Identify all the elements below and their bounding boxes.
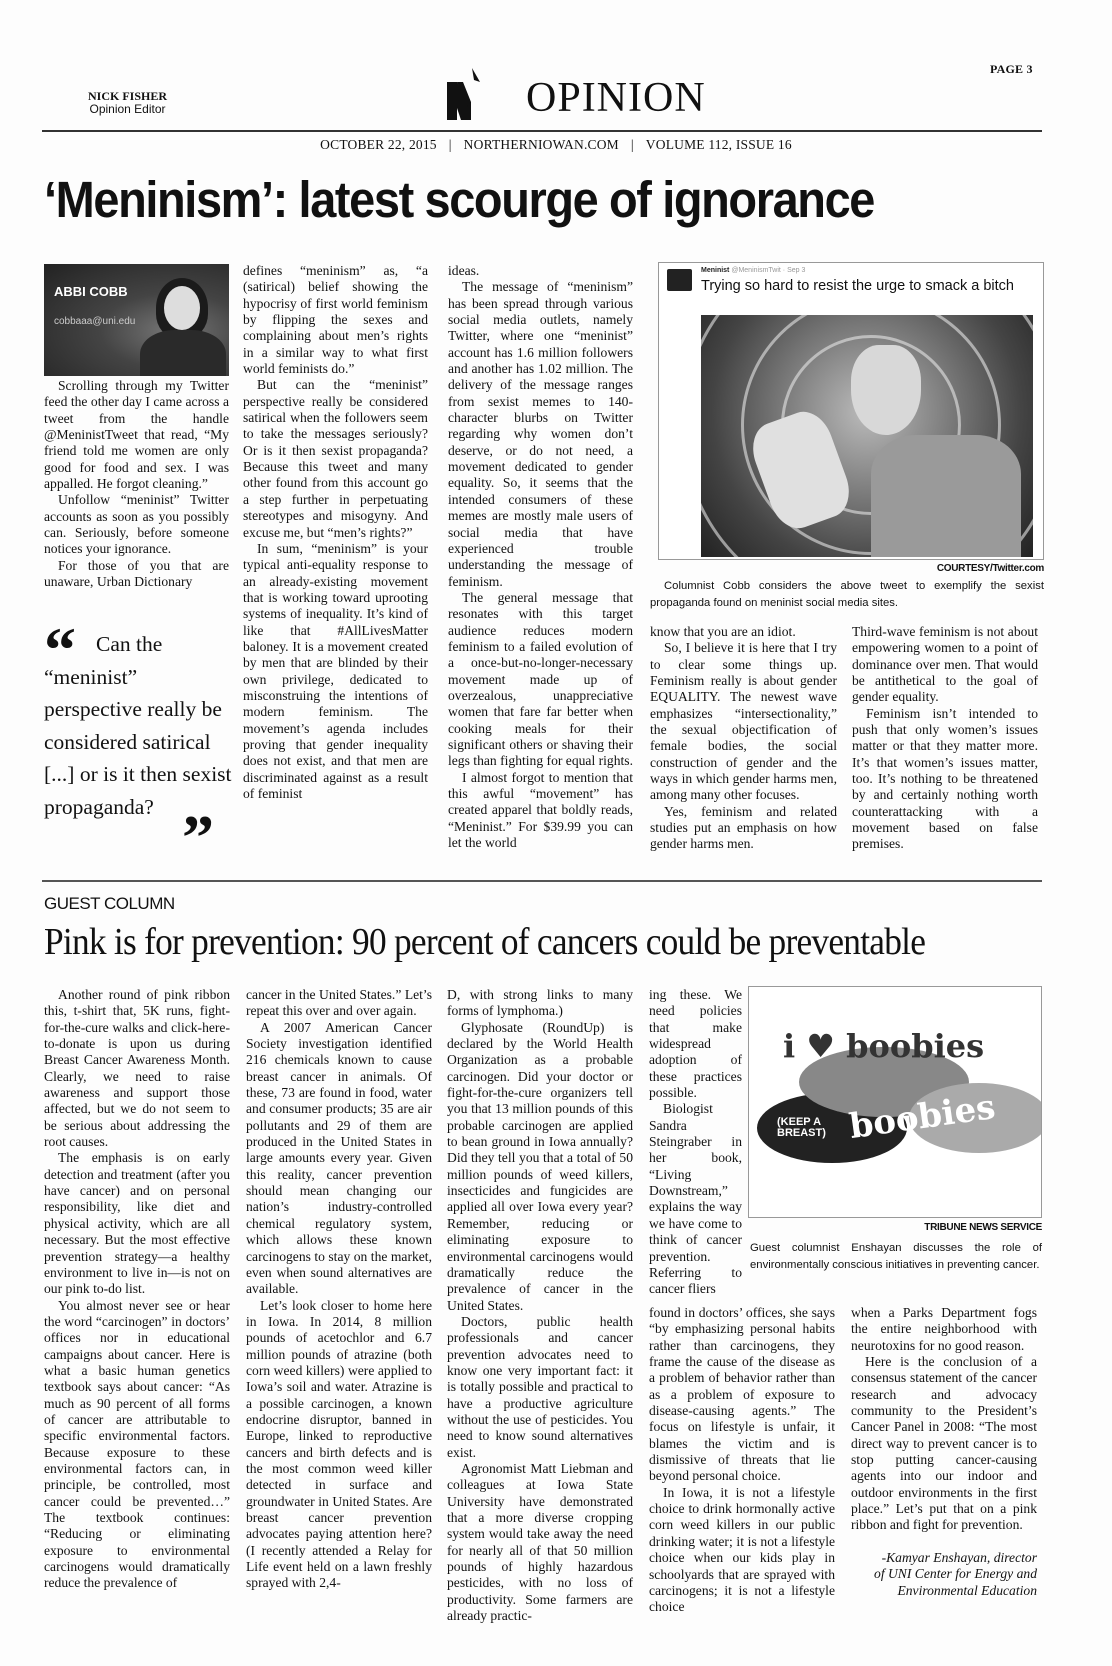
tweet-account-name: Meninist <box>701 267 730 274</box>
photo-credit: COURTESY/Twitter.com <box>936 563 1044 574</box>
paragraph: Third-wave feminism is not about empowering women to a point of dominance over men. That would be antithetical to the goal of gender equality. <box>852 624 1038 705</box>
editor-credit <box>88 90 167 116</box>
article1-column-3 <box>448 263 633 851</box>
byline-line: -Kamyar Enshayan, director <box>881 1549 1037 1565</box>
author-photo <box>44 264 229 376</box>
separator: | <box>630 137 634 152</box>
tweet-avatar <box>667 269 692 291</box>
issue-date: OCTOBER 22, 2015 <box>320 137 437 152</box>
paragraph: defines “meninism” as, “a (satirical) belief showing the hypocrisy of first world feminism by flipping the sexes and complaining about men’s rights in a similar way to what first world feminists do.” <box>243 263 428 377</box>
header-rule <box>42 130 1042 132</box>
article1-column-4 <box>650 624 837 853</box>
close-quote-icon: ” <box>182 802 214 873</box>
author-name: ABBI COBB <box>54 284 128 299</box>
separator: | <box>448 137 452 152</box>
paragraph: You almost never see or hear the word “carcinogen” in doctors’ offices nor in educational campaigns about cancer. Here is what a basic human genetics textbook says about cancer: “As much as 90 percent of all forms of cancer are attributable to specific environmental factors. Because exposure to these environmental factors can, in principle, be controlled, most cancer could be prevented…” The textbook continues: “Reducing or eliminating exposure to environmental carcinogens would dramatically reduce the prevalence of <box>44 1297 230 1591</box>
tweet-user <box>701 267 805 274</box>
paragraph: The message of “meninism” has been spread through various social media outlets, namely Twitter, where one “meninist” account has 1.6 million followers and another has 1.02 million. The delivery of the message ranges from sexist memes to 140-character blurbs on Twitter regarding why women don’t deserve, or do not need, a movement dedicated to gender equality. So, it seems that the intended consumers of these memes are mostly male users of social media that have experienced trouble understanding the message of feminism. <box>448 279 633 589</box>
byline-line: Environmental Education <box>897 1582 1037 1598</box>
pull-quote <box>44 628 234 823</box>
paragraph: The emphasis is on early detection and treatment (after you have cancer) and on personal responsibility, like diet and physical activity, which are all necessary. But the most effective prevention strategy—a healthy environment to live in—is not on our pink to-do list. <box>44 1150 230 1297</box>
paragraph: A 2007 American Cancer Society investigation identified 216 chemicals known to cause breast cancer in animals. Of these, 73 are found in food, water and consumer products; 35 are air pollutants and 29 of them are produced in the United States in large amounts every year. Given this reality, cancer prevention should mean changing our nation’s industry-controlled chemical regulatory system, which allows these known carcinogens to stay on the market, even when sound alternatives are available. <box>246 1019 432 1297</box>
wristband-text: boobies <box>846 1086 998 1148</box>
paragraph: Here is the conclusion of a consensus statement of the cancer research and advocacy community to the President’s Cancer Panel in 2008: “The most direct way to prevent cancer is to stop putting cancer-causing agents into our indoor and outdoor environments in the first place.” Let’s put that on a pink ribbon and fight for prevention. <box>851 1354 1037 1533</box>
paragraph: when a Parks Department fogs the entire neighborhood with neurotoxins for no good reason. <box>851 1305 1037 1353</box>
paragraph: I almost forgot to mention that this awful “movement” has created apparel that boldly reads, “Meninist.” For $39.99 you can let the world <box>448 769 633 851</box>
paragraph: found in doctors’ offices, she says “by emphasizing personal habits rather than carcinogens, they frame the cause of the disease as a problem of behavior rather than as a problem of exposure to disease-causing agents.” The focus on lifestyle is unfair, it blames the victim and is dismissive of threats that lie beyond personal choice. <box>649 1305 835 1484</box>
article1-column-1 <box>44 378 229 590</box>
northern-iowan-logo-icon <box>447 68 487 120</box>
cartoon-face <box>851 345 921 435</box>
website-link[interactable]: NORTHERNIOWAN.COM <box>463 137 619 152</box>
article1-column-2 <box>243 263 428 802</box>
wristband-text: i ♥ boobies <box>783 1027 985 1065</box>
author-body <box>140 330 226 376</box>
article2-column-5 <box>851 1305 1037 1599</box>
paragraph: cancer in the United States.” Let’s repeat this over and over again. <box>246 987 432 1019</box>
author-byline <box>851 1550 1037 1600</box>
paragraph: But can the “meninist” perspective really be considered satirical when the followers seem to take the messages seriously? Or is it then sexist propaganda? Because this tweet and many other found from this account go a step further in perpetuating stereotypes and misogyny. And excuse me, but “men’s rights?” <box>243 377 428 540</box>
tweet-cartoon-image <box>701 315 1033 557</box>
tweet-text: Trying so hard to resist the urge to smack a bitch <box>701 278 1014 294</box>
author-face <box>164 286 200 330</box>
paragraph: Biologist Sandra Steingraber in her book, “Living Downstream,” explains the way we have come to think of cancer prevention. Referring to cancer fliers <box>649 1101 742 1297</box>
paragraph: Unfollow “meninist” Twitter accounts as soon as you possibly can. Seriously, before someone notices your ignorance. <box>44 492 229 557</box>
article-headline: Pink is for prevention: 90 percent of cancers could be preventable <box>44 921 926 963</box>
section-title: OPINION <box>526 75 706 121</box>
paragraph: The general message that resonates with this target audience reduces modern feminism to a failed evolution of a once-but-no-longer-necessary movement made up of overzealous, unappreciative women that fare far better when cooking meals for their significant others or shaving their legs than fighting for equal rights. <box>448 589 633 769</box>
column-kicker: GUEST COLUMN <box>44 894 175 913</box>
article1-column-5 <box>852 624 1038 853</box>
paragraph: know that you are an idiot. <box>650 624 796 639</box>
paragraph: So, I believe it is here that I try to clear some things up. Feminism really is about gender EQUALITY. The newest wave emphasizes “intersectionality,” the sexual objectification of female bodies, the social construction of gender and the ways in which gender harms men, among many other focuses. <box>650 640 837 803</box>
photo-caption: Guest columnist Enshayan discusses the role of environmentally conscious initiatives in preventing cancer. <box>750 1242 1042 1271</box>
photo-credit: TRIBUNE NEWS SERVICE <box>924 1222 1042 1233</box>
paragraph: Let’s look closer to home here in Iowa. In 2014, 8 million pounds of acetochlor and 6.7 million pounds of atrazine (both corn weed killers) were applied to Iowa’s soil and water. Atrazine is a possible carcinogen, a known endocrine disruptor, banned in Europe, linked to reproductive cancers and birth defects and is the most common weed killer detected in surface and groundwater in United States. Are breast cancer prevention advocates paying attention here? (I recently attended a Relay for Life event held on a lawn freshly sprayed with 2,4- <box>246 1297 432 1591</box>
wristbands-photo <box>748 986 1042 1218</box>
dateline <box>0 137 1112 153</box>
editor-role: Opinion Editor <box>89 102 166 116</box>
paragraph: In Iowa, it is not a lifestyle choice to drink hormonally active corn weed killers in our public drinking water; it is not a lifestyle choice when our kids play in schoolyards that are sprayed with carcinogens; it is not a lifestyle choice <box>649 1484 835 1615</box>
article2-column-1 <box>44 987 230 1592</box>
paragraph: Scrolling through my Twitter feed the other day I came across a tweet from the handle @MeninistTweet that read, “My friend told me women are only good for food and sex. I was appalled. He forgot cleaning.” <box>44 378 229 492</box>
open-quote-icon: “ <box>44 614 76 685</box>
tweet-handle: @MeninismTwit · Sep 3 <box>731 267 806 274</box>
paragraph: Agronomist Matt Liebman and colleagues at Iowa State University have demonstrated that a more diverse cropping system would take away the need for nearly all of that 50 million pounds of highly hazardous pesticides, with no loss of productivity. Some farmers are already practic- <box>447 1460 633 1624</box>
paragraph: In sum, “meninism” is your typical anti-equality response to an already-existing movement that is working toward uprooting systems of inequality. It’s kind of like that #AllLivesMatter baloney. It is a movement created by men that are blinded by their own privilege, dedicated to misconstruing the intentions of modern feminism. The movement’s agenda includes proving that gender inequality does not exist, and that men are discriminated against as a result of feminist <box>243 540 428 801</box>
pull-quote-text: Can the “meninist” perspective really be considered satirical [...] or is it then sexist propaganda? <box>44 632 232 819</box>
paragraph: Feminism isn’t intended to push that only women’s issues matter or that they matter more. It’s that women’s issues matter, too. It’s nothing to be threatened by and certainly nothing worth counterattacking with a movement based on false premises. <box>852 705 1038 852</box>
editor-name: NICK FISHER <box>88 89 168 103</box>
article2-column-3 <box>447 987 633 1624</box>
article2-column-2 <box>246 987 432 1592</box>
photo-caption: Columnist Cobb considers the above tweet to exemplify the sexist propaganda found on meninist social media sites. <box>650 580 1044 609</box>
paragraph: Doctors, public health professionals and cancer prevention advocates need to know one very important fact: it is totally possible and practical to have a productive agriculture without the use of pesticides. You need to know sound alternatives exist. <box>447 1313 633 1460</box>
paragraph: ideas. <box>448 263 480 278</box>
cartoon-suit <box>871 435 1021 557</box>
paragraph: For those of you that are unaware, Urban Dictionary <box>44 557 229 590</box>
paragraph: Yes, feminism and related studies put an emphasis on how gender harms men. <box>650 803 837 852</box>
article-headline: ‘Meninism’: latest scourge of ignorance <box>44 171 875 228</box>
paragraph: D, with strong links to many forms of lymphoma.) <box>447 987 633 1019</box>
wristband-text: (KEEP A BREAST) <box>777 1116 826 1139</box>
article2-column-4 <box>649 1305 835 1616</box>
author-email[interactable]: cobbaaa@uni.edu <box>54 316 136 327</box>
paragraph: ing these. We need policies that make widespread adoption of these practices possible. <box>649 987 742 1101</box>
page-number: PAGE 3 <box>990 62 1033 76</box>
tweet-screenshot <box>658 262 1044 560</box>
paragraph: Glyphosate (RoundUp) is declared by the World Health Organization as a probable carcinogen. Did your doctor or fight-for-the-cure organizers tell you that 13 million pounds of this probable carcinogen are applied to bean ground in Iowa annually? Did they tell you that a total of 50 million pounds of weed killers, insecticides and fungicides are applied all over Iowa every year? Remember, reducing or eliminating exposure to environmental carcinogens would dramatically reduce the prevalence of cancer in the United States. <box>447 1019 633 1313</box>
paragraph: Another round of pink ribbon this, t-shirt that, 5K runs, fight-for-the-cure walks and click-here-to-donate is upon us during Breast Cancer Awareness Month. Clearly, we need to raise awareness and support those affected, but we do not seem to be serious about addressing the root causes. <box>44 987 230 1150</box>
article2-column-4-narrow <box>649 987 742 1298</box>
volume-issue: VOLUME 112, ISSUE 16 <box>645 137 792 152</box>
section-divider <box>42 880 1042 882</box>
byline-line: of UNI Center for Energy and <box>874 1566 1037 1582</box>
